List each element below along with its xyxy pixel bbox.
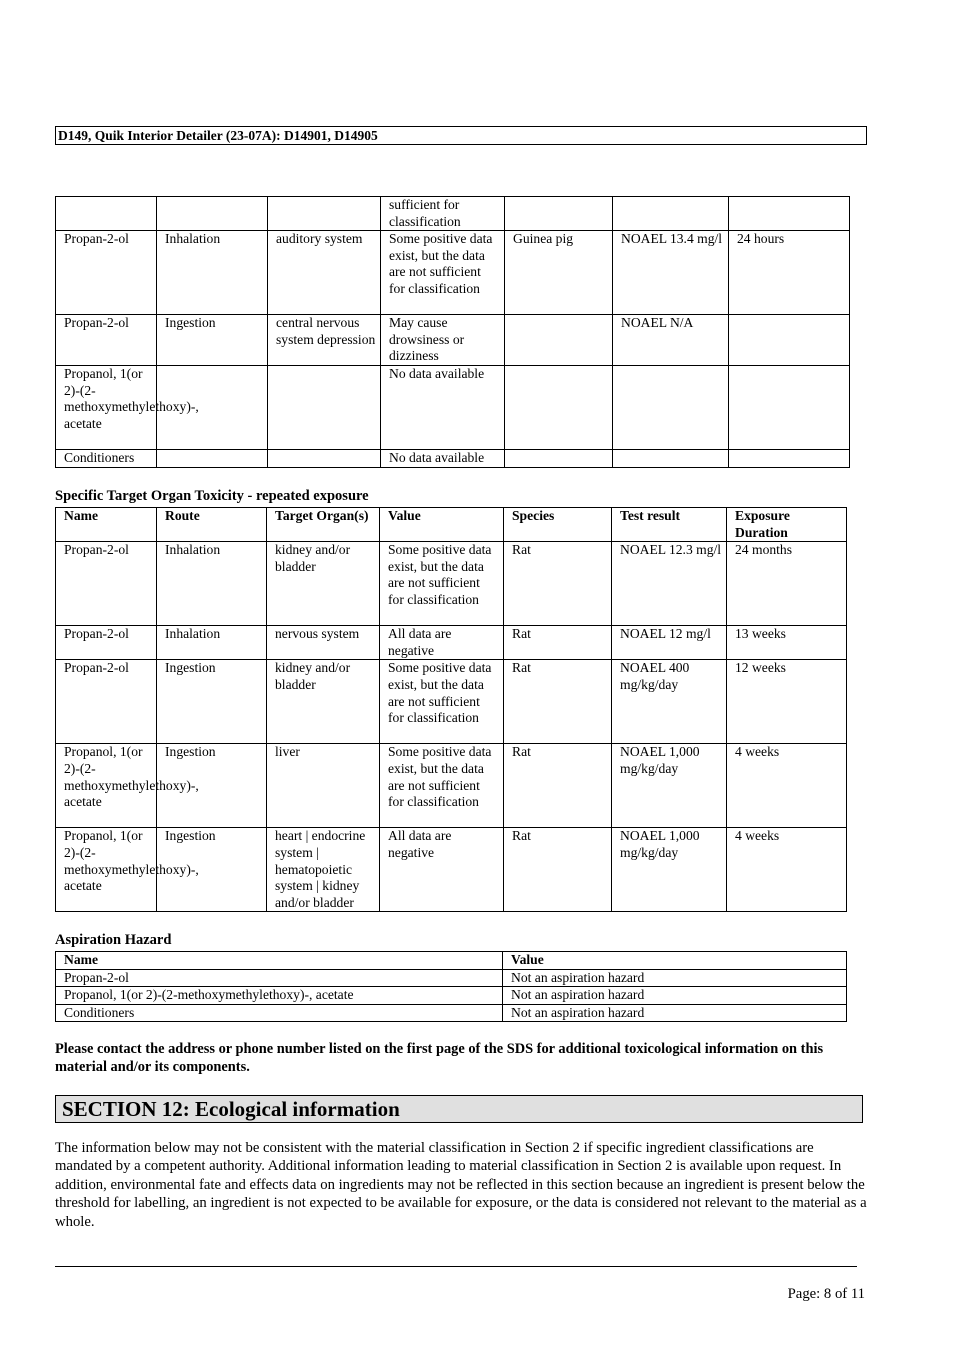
table-cell bbox=[505, 315, 613, 366]
table-cell: 24 months bbox=[727, 542, 847, 626]
table-cell: Propanol, 1(or 2)-(2-methoxymethylethoxy)-, acetate bbox=[56, 828, 157, 912]
table-cell bbox=[729, 315, 850, 366]
table-cell bbox=[613, 365, 729, 449]
table-cell: Propanol, 1(or 2)-(2-methoxymethylethoxy)-, acetate bbox=[56, 365, 157, 449]
page-number: Page: 8 of 11 bbox=[787, 1286, 865, 1302]
table-row bbox=[56, 231, 850, 315]
table-cell: Propan-2-ol bbox=[56, 231, 157, 315]
table-cell bbox=[157, 449, 268, 467]
table-cell: Propan-2-ol bbox=[56, 660, 157, 744]
table-cell: kidney and/or bladder bbox=[267, 660, 380, 744]
table-cell: 12 weeks bbox=[727, 660, 847, 744]
table-cell: liver bbox=[267, 744, 380, 828]
table-cell: Not an aspiration hazard bbox=[503, 1004, 847, 1022]
single-exposure-table bbox=[55, 196, 850, 468]
table-row bbox=[56, 449, 850, 467]
table-cell bbox=[613, 449, 729, 467]
table-cell bbox=[157, 197, 268, 231]
table-row bbox=[56, 197, 850, 231]
table-cell: Rat bbox=[504, 626, 612, 660]
table-row bbox=[56, 542, 847, 626]
table-row bbox=[56, 828, 847, 912]
table-cell: heart | endocrine system | hematopoietic system | kidney and/or bladder bbox=[267, 828, 380, 912]
aspiration-hazard-heading: Aspiration Hazard bbox=[55, 932, 172, 948]
table-cell: NOAEL 12.3 mg/l bbox=[612, 542, 727, 626]
table-cell: Rat bbox=[504, 542, 612, 626]
table-cell bbox=[268, 197, 381, 231]
table-cell: 4 weeks bbox=[727, 828, 847, 912]
column-header: Target Organ(s) bbox=[267, 508, 380, 542]
table-row bbox=[56, 987, 847, 1005]
column-header: Exposure Duration bbox=[727, 508, 847, 542]
table-row bbox=[56, 969, 847, 987]
table-cell: NOAEL 12 mg/l bbox=[612, 626, 727, 660]
table-cell: sufficient for classification bbox=[381, 197, 505, 231]
column-header: Value bbox=[503, 952, 847, 970]
table-row bbox=[56, 1004, 847, 1022]
table-cell: NOAEL N/A bbox=[613, 315, 729, 366]
table-cell bbox=[505, 365, 613, 449]
section-12-body: The information below may not be consistent with the material classification in Section 2 if specific ingredient classifications are mandated by a competent authority. Additional information leading to material classification in Section 2 is available upon request. In addition, environmental fate and effects data on ingredients may not be reflected in this section because an ingredient is present below the threshold for labelling, an ingredient is not expected to be available for exposure, or the data is considered not relevant to the material as a whole. bbox=[55, 1140, 867, 1230]
table-cell: Propan-2-ol bbox=[56, 969, 503, 987]
column-header: Test result bbox=[612, 508, 727, 542]
table-cell: May cause drowsiness or dizziness bbox=[381, 315, 505, 366]
table-cell bbox=[729, 365, 850, 449]
table-cell: NOAEL 400 mg/kg/day bbox=[612, 660, 727, 744]
table-row bbox=[56, 744, 847, 828]
table-cell: Some positive data exist, but the data are not sufficient for classification bbox=[380, 744, 504, 828]
table-cell: NOAEL 1,000 mg/kg/day bbox=[612, 744, 727, 828]
footer-divider bbox=[55, 1266, 857, 1267]
table-cell: Some positive data exist, but the data are not sufficient for classification bbox=[381, 231, 505, 315]
table-cell bbox=[613, 197, 729, 231]
section-12-title: SECTION 12: Ecological information bbox=[55, 1095, 863, 1123]
table-cell: 24 hours bbox=[729, 231, 850, 315]
table-cell: Ingestion bbox=[157, 828, 267, 912]
table-cell: Rat bbox=[504, 660, 612, 744]
table-cell: Rat bbox=[504, 744, 612, 828]
table-cell: No data available bbox=[381, 365, 505, 449]
table-cell: Rat bbox=[504, 828, 612, 912]
table-cell: 13 weeks bbox=[727, 626, 847, 660]
table-cell: Inhalation bbox=[157, 231, 268, 315]
table-cell bbox=[56, 197, 157, 231]
table-cell: Ingestion bbox=[157, 744, 267, 828]
table-cell: 4 weeks bbox=[727, 744, 847, 828]
column-header: Value bbox=[380, 508, 504, 542]
table-cell: Conditioners bbox=[56, 449, 157, 467]
table-cell bbox=[505, 197, 613, 231]
column-header: Species bbox=[504, 508, 612, 542]
table-cell bbox=[268, 365, 381, 449]
table-cell: Inhalation bbox=[157, 542, 267, 626]
toxicology-contact-note: Please contact the address or phone number listed on the first page of the SDS for additional toxicological information on this material and/or its components. bbox=[55, 1041, 824, 1075]
document-header: D149, Quik Interior Detailer (23-07A): D14901, D14905 bbox=[55, 126, 867, 145]
table-cell: Propan-2-ol bbox=[56, 542, 157, 626]
table-cell: Propanol, 1(or 2)-(2-methoxymethylethoxy)-, acetate bbox=[56, 744, 157, 828]
column-header: Name bbox=[56, 508, 157, 542]
table-cell: Ingestion bbox=[157, 315, 268, 366]
table-cell: Guinea pig bbox=[505, 231, 613, 315]
table-cell: Conditioners bbox=[56, 1004, 503, 1022]
table-cell: NOAEL 1,000 mg/kg/day bbox=[612, 828, 727, 912]
table-cell: Ingestion bbox=[157, 660, 267, 744]
table-row bbox=[56, 315, 850, 366]
table-cell bbox=[505, 449, 613, 467]
aspiration-hazard-table bbox=[55, 951, 847, 1022]
table-cell: Propanol, 1(or 2)-(2-methoxymethylethoxy)-, acetate bbox=[56, 987, 503, 1005]
column-header: Route bbox=[157, 508, 267, 542]
table-cell: nervous system bbox=[267, 626, 380, 660]
table-header-row bbox=[56, 952, 847, 970]
repeated-exposure-heading: Specific Target Organ Toxicity - repeated exposure bbox=[55, 488, 369, 504]
table-cell: Some positive data exist, but the data are not sufficient for classification bbox=[380, 660, 504, 744]
table-cell: auditory system bbox=[268, 231, 381, 315]
table-row bbox=[56, 626, 847, 660]
table-cell: NOAEL 13.4 mg/l bbox=[613, 231, 729, 315]
table-header-row bbox=[56, 508, 847, 542]
column-header: Name bbox=[56, 952, 503, 970]
repeated-exposure-table bbox=[55, 507, 847, 912]
table-cell: central nervous system depression bbox=[268, 315, 381, 366]
table-cell: Some positive data exist, but the data are not sufficient for classification bbox=[380, 542, 504, 626]
table-cell: All data are negative bbox=[380, 828, 504, 912]
table-cell: All data are negative bbox=[380, 626, 504, 660]
table-cell: kidney and/or bladder bbox=[267, 542, 380, 626]
table-cell: No data available bbox=[381, 449, 505, 467]
table-cell: Propan-2-ol bbox=[56, 626, 157, 660]
table-row bbox=[56, 660, 847, 744]
table-cell bbox=[268, 449, 381, 467]
table-row bbox=[56, 365, 850, 449]
table-cell bbox=[729, 449, 850, 467]
table-cell: Propan-2-ol bbox=[56, 315, 157, 366]
table-cell: Not an aspiration hazard bbox=[503, 987, 847, 1005]
table-cell bbox=[729, 197, 850, 231]
table-cell: Inhalation bbox=[157, 626, 267, 660]
table-cell: Not an aspiration hazard bbox=[503, 969, 847, 987]
